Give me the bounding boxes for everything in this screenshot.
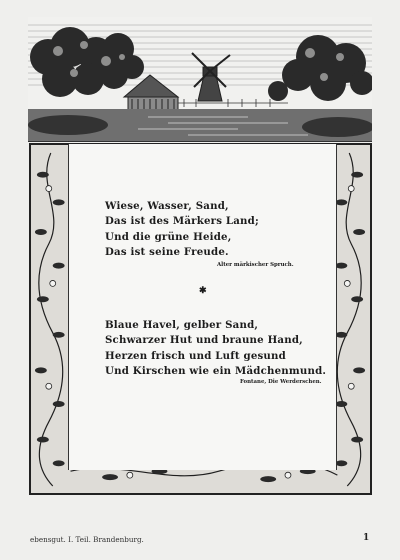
- verse-1-attribution: Alter märkischer Spruch.: [217, 262, 294, 268]
- verse-1-line-1: Wiese, Wasser, Sand,: [105, 200, 229, 212]
- verse-2-line-4: Und Kirschen wie ein Mädchenmund.: [105, 365, 327, 378]
- verse-2-line-3: Herzen frisch und Luft gesund: [105, 349, 286, 362]
- verse-1-line-2: Das ist des Märkers Land;: [105, 215, 259, 228]
- verse-1-line-4: Das ist seine Freude.: [105, 246, 229, 259]
- verse-1-line-3: Und die grüne Heide,: [105, 230, 232, 243]
- verse-2-line-1: Blaue Havel, gelber Sand,: [105, 319, 259, 331]
- separator-star-icon: ✱: [199, 286, 207, 296]
- landscape-illustration: [28, 17, 372, 142]
- verse-2: [105, 318, 335, 380]
- poem-panel: [68, 144, 337, 470]
- page-number: 1: [363, 533, 370, 543]
- verse-2-line-2: Schwarzer Hut und braune Hand,: [105, 334, 303, 347]
- verse-1: [105, 199, 335, 261]
- verse-2-attribution: Fontane, Die Werderschen.: [240, 379, 322, 385]
- footer-book-title: ebensgut. I. Teil. Brandenburg.: [30, 535, 144, 544]
